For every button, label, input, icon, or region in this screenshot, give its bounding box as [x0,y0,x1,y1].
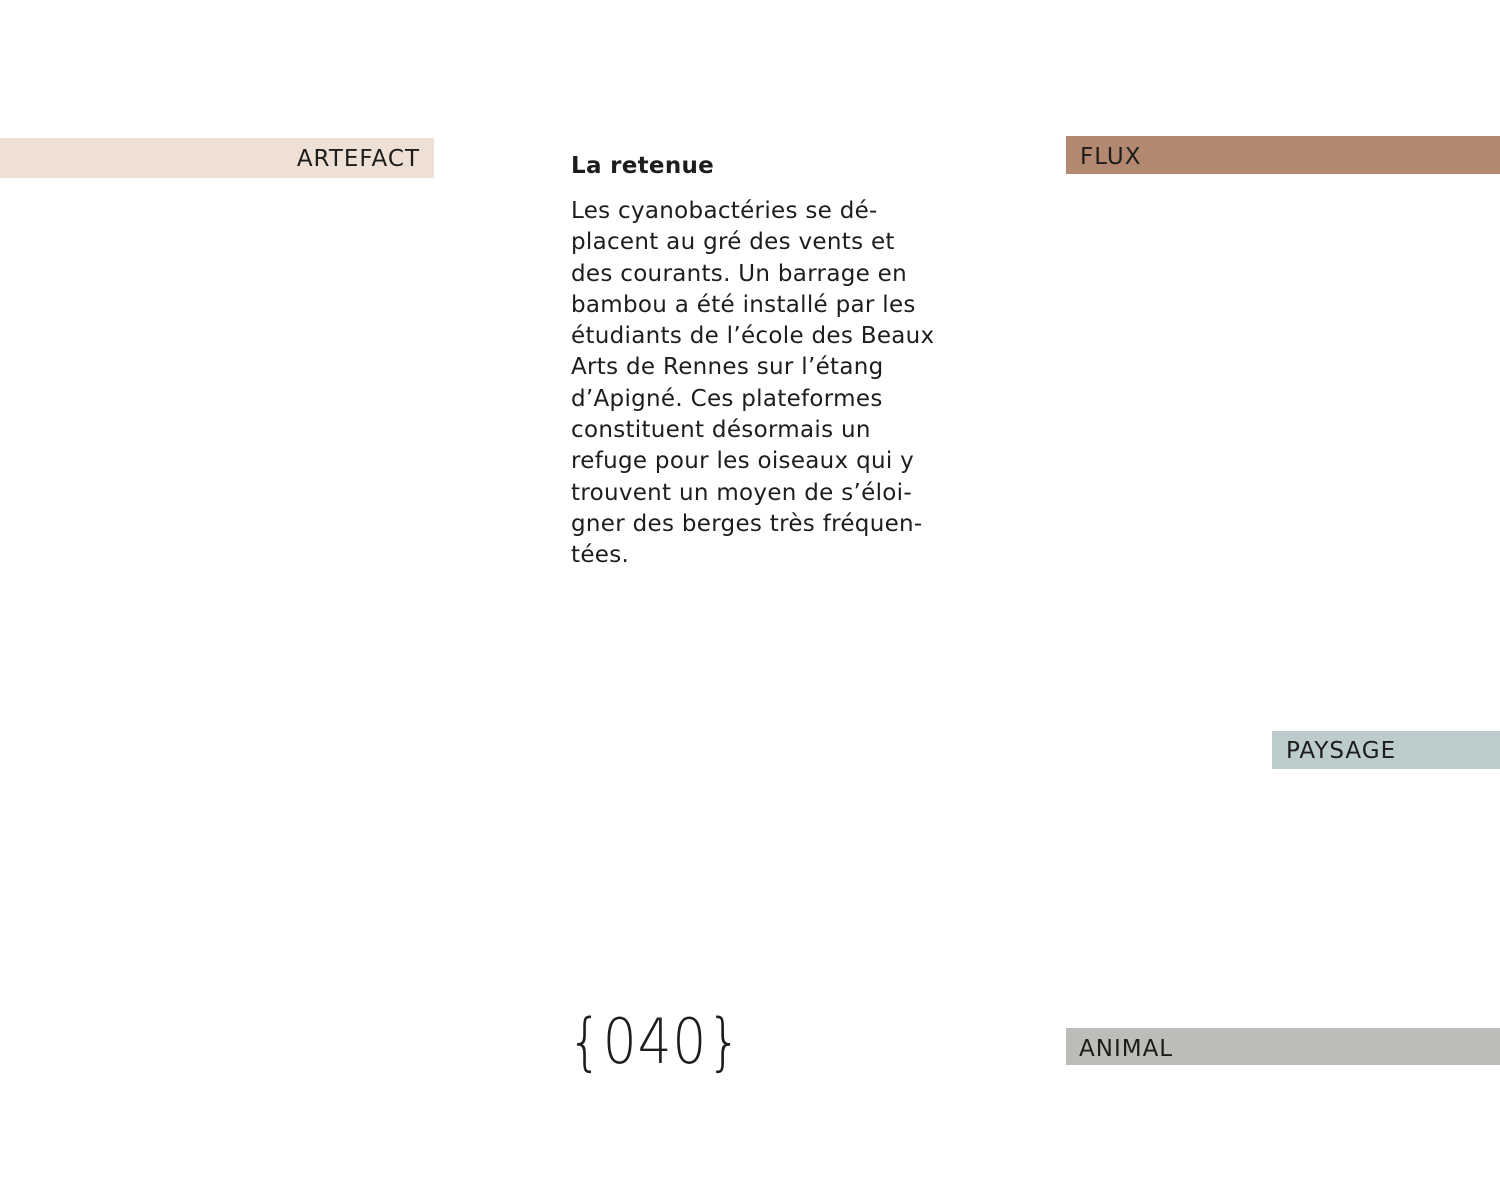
page-number: {040} [568,1005,742,1078]
article-body [571,196,951,572]
tag-flux: FLUX [1066,136,1500,174]
article-line: placent au gré des vents et [571,229,895,256]
article-title: La retenue [571,153,715,179]
article-line: refuge pour les oiseaux qui y [571,448,915,475]
article-line: étudiants de l’école des Beaux [571,323,935,350]
article-line: Arts de Rennes sur l’étang [571,354,884,381]
tag-animal: ANIMAL [1066,1028,1500,1065]
article-line: Les cyanobactéries se dé- [571,198,878,224]
article-line: gner des berges très fréquen- [571,510,923,537]
article [571,148,951,572]
article-line: trouvent un moyen de s’éloi- [571,479,912,506]
tag-artefact: ARTEFACT [0,138,434,178]
article-line: bambou a été installé par les [571,291,916,318]
article-line: d’Apigné. Ces plateformes [571,385,883,412]
article-line: des courants. Un barrage en [571,260,907,287]
tag-paysage: PAYSAGE [1272,731,1500,769]
article-line: constituent désormais un [571,417,871,444]
article-line: tées. [571,542,630,569]
